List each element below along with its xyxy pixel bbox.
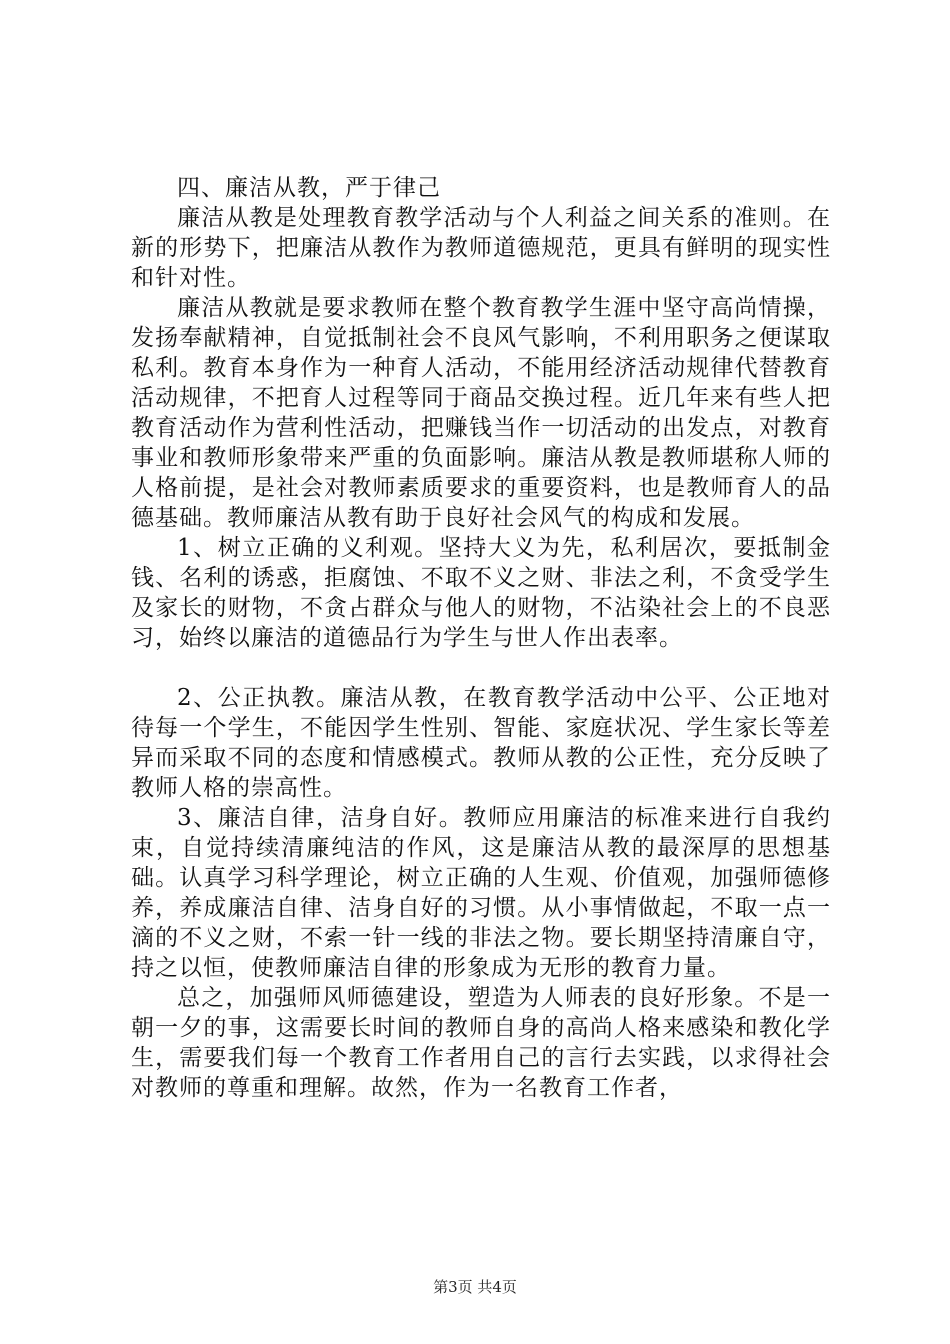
paragraph-6: 总之，加强师风师德建设，塑造为人师表的良好形象。不是一朝一夕的事，这需要长时间的教师自身的高尚人格来感染和教化学生，需要我们每一个教育工作者用自己的言行去实践，以求得社会对教师的尊重和理解。故然，作为一名教育工作者， <box>131 985 831 1101</box>
paragraph-5: 3、廉洁自律，洁身自好。教师应用廉洁的标准来进行自我约束，自觉持续清廉纯洁的作风，这是廉洁从教的最深厚的思想基础。认真学习科学理论，树立正确的人生观、价值观，加强师德修养，养成廉洁自律、洁身自好的习惯。从小事情做起，不取一点一滴的不义之财，不索一针一线的非法之物。要长期坚持清廉自守，持之以恒，使教师廉洁自律的形象成为无形的教育力量。 <box>131 805 831 981</box>
page-number-footer: 第3页 共4页 <box>433 1278 517 1296</box>
section-heading: 四、廉洁从教，严于律己 <box>177 175 441 201</box>
paragraph-4: 2、公正执教。廉洁从教，在教育教学活动中公平、公正地对待每一个学生，不能因学生性别、智能、家庭状况、学生家长等差异而采取不同的态度和情感模式。教师从教的公正性，充分反映了教师人格的崇高性。 <box>131 685 831 801</box>
paragraph-1: 廉洁从教是处理教育教学活动与个人利益之间关系的准则。在新的形势下，把廉洁从教作为教师道德规范，更具有鲜明的现实性和针对性。 <box>131 205 831 291</box>
document-body <box>131 173 831 1103</box>
paragraph-3: 1、树立正确的义利观。坚持大义为先，私利居次，要抵制金钱、名利的诱惑，拒腐蚀、不取不义之财、非法之利，不贪受学生及家长的财物，不贪占群众与他人的财物，不沾染社会上的不良恶习，始终以廉洁的道德品行为学生与世人作出表率。 <box>131 535 831 651</box>
paragraph-2: 廉洁从教就是要求教师在整个教育教学生涯中坚守高尚情操，发扬奉献精神，自觉抵制社会不良风气影响，不利用职务之便谋取私利。教育本身作为一种育人活动，不能用经济活动规律代替教育活动规律，不把育人过程等同于商品交换过程。近几年来有些人把教育活动作为营利性活动，把赚钱当作一切活动的出发点，对教育事业和教师形象带来严重的负面影响。廉洁从教是教师堪称人师的人格前提，是社会对教师素质要求的重要资料，也是教师育人的品德基础。教师廉洁从教有助于良好社会风气的构成和发展。 <box>131 295 831 531</box>
